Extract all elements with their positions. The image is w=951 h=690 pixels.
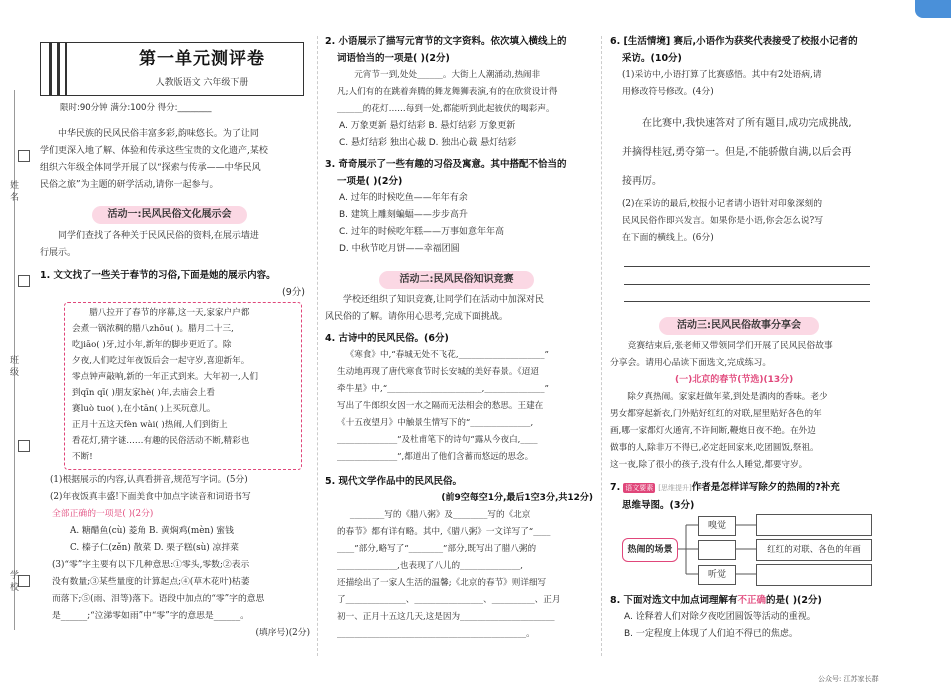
q1-option[interactable]: C. 榛子仁(zěn) 散菜 D. 栗子糕(sù) 凉拌菜 bbox=[70, 543, 239, 553]
exam-meta: 限时:90分钟 满分:100分 得分:________ bbox=[60, 103, 212, 113]
q6-quote-line: 在比赛中,我快速答对了所有题目,成功完成挑战, bbox=[642, 118, 852, 129]
passage-line: 画,哪一家都灯火通宵,不许间断,鞭炮日夜不绝。在外边 bbox=[610, 426, 816, 436]
q4-line: 《十五夜望月》中触景生情写下的“______________, bbox=[337, 418, 534, 428]
q3-head2: 一项是( )(2分) bbox=[337, 176, 403, 187]
q2-head: 2. 小语展示了描写元宵节的文字资料。依次填入横线上的 bbox=[325, 36, 567, 47]
q1-line: 没有数量;③某些量度的计算起点;④(草木花叶)枯萎 bbox=[52, 577, 250, 587]
mind-map-hearing: 听觉 bbox=[698, 565, 736, 585]
box-line: 夕夜,人们吃过年夜饭后会一起守岁,喜迎新年。 bbox=[72, 356, 250, 366]
answer-line[interactable] bbox=[624, 266, 870, 267]
q6-line: 在下面的横线上。(6分) bbox=[622, 233, 714, 243]
q6-line: 民风民俗作即兴发言。如果你是小语,你会怎么说?写 bbox=[622, 216, 824, 226]
page-subtitle: 人教版语文 六年级下册 bbox=[155, 78, 249, 88]
q3-option[interactable]: C. 过年的时候吃年糕——万事如意年年高 bbox=[339, 227, 505, 237]
class-label: 班 级 bbox=[8, 355, 18, 376]
school-label: 学 校 bbox=[8, 570, 18, 591]
q3-option[interactable]: D. 中秋节吃月饼——幸福团圆 bbox=[339, 244, 460, 254]
mind-map-couplets: 红红的对联、各色的年画 bbox=[756, 539, 872, 561]
q2-text: ______的花灯……每到一处,都能听到此起彼伏的喝彩声。 bbox=[337, 104, 555, 114]
mind-map-answer[interactable] bbox=[756, 514, 872, 536]
binding-mark bbox=[18, 275, 30, 287]
passage-line: 除夕真热闹。家家赶做年菜,到处是酒肉的香味。老少 bbox=[627, 392, 828, 402]
box-line: 看花灯,猜字谜……有趣的民俗活动不断,精彩也 bbox=[72, 436, 250, 446]
mind-map-answer[interactable] bbox=[756, 564, 872, 586]
question-1 bbox=[40, 267, 305, 301]
q7-num: 7. bbox=[610, 482, 621, 493]
q6-head: 6. [生活情境] 赛后,小语作为获奖代表接受了校报小记者的 bbox=[610, 36, 858, 47]
lead-line: 行展示。 bbox=[40, 248, 77, 258]
reading-title: (一)北京的春节(节选)(13分) bbox=[675, 375, 794, 385]
title-box bbox=[40, 42, 304, 96]
activity1-lead bbox=[40, 228, 305, 262]
q4-line: ______________”及杜甫笔下的诗句“露从今夜白,____ bbox=[337, 435, 538, 445]
activity3-lead bbox=[610, 338, 875, 372]
box-line: 不断! bbox=[72, 452, 93, 462]
mind-map-blank[interactable] bbox=[698, 540, 736, 560]
q1-line: (填序号)(2分) bbox=[255, 628, 310, 638]
q7-head: 作者是怎样详写除夕的热闹的?补充 bbox=[691, 482, 840, 493]
intro-text bbox=[40, 126, 305, 194]
q1-option[interactable]: A. 糖醋鱼(cù) 菱角 B. 黄焖鸡(mèn) 蜜钱 bbox=[70, 526, 234, 536]
mind-map-smell: 嗅觉 bbox=[698, 516, 736, 536]
box-line: 腊八拉开了春节的序幕,这一天,家家户户都 bbox=[89, 308, 250, 318]
q8-highlight: 不正确 bbox=[737, 595, 767, 606]
q5-head: 5. 现代文学作品中的民风民俗。 bbox=[325, 476, 463, 487]
q1-line: 全部正确的一项是( )(2分) bbox=[52, 509, 154, 519]
q1-subquestions bbox=[52, 472, 310, 642]
title-bar-decor bbox=[65, 43, 67, 95]
activity1-banner: 活动一:民风民俗文化展示会 bbox=[92, 206, 247, 224]
q5-line: 了______________、________________、__________、正月 bbox=[337, 595, 561, 605]
margin-strip bbox=[0, 0, 30, 690]
q8-option[interactable]: B. 一定程度上体现了人们迫不得已的焦虑。 bbox=[624, 629, 798, 639]
footer-credit: 公众号: 江苏家长群 bbox=[818, 675, 879, 683]
q1-head: 1. 文文找了一些关于春节的习俗,下面是她的展示内容。 bbox=[40, 270, 276, 281]
q2-text: 元宵节一到,处处______。大街上人潮涌动,热闹非 bbox=[354, 70, 541, 80]
question-6 bbox=[610, 33, 875, 247]
box-line: 吃jiāo( )牙,过小年,新年的脚步更近了。除 bbox=[72, 340, 232, 350]
box-line: 到qīn qī( )朋友家hè( )年,去庙会上看 bbox=[72, 388, 215, 398]
q1-line: 是______;“泣涕零如雨”中“零”字的意思是______。 bbox=[52, 611, 249, 621]
box-line: 会煮一锅浓稠的腊八zhōu( )。腊月二十三, bbox=[72, 324, 234, 334]
name-label: 姓 名 bbox=[8, 180, 18, 201]
question-5 bbox=[325, 473, 593, 643]
activity3-banner: 活动三:民风民俗故事分享会 bbox=[659, 317, 819, 335]
q6-quote-line: 接再厉。 bbox=[622, 176, 662, 187]
q4-head: 4. 古诗中的民风民俗。(6分) bbox=[325, 333, 449, 344]
q2-option[interactable]: A. 万象更新 悬灯结彩 B. 悬灯结彩 万象更新 bbox=[339, 121, 516, 131]
corner-tab bbox=[915, 0, 951, 18]
q6-line: (2)在采访的最后,校报小记者请小语针对印象深刻的 bbox=[622, 199, 822, 209]
box-line: 正月十五这天fèn wài( )热闹,人们到街上 bbox=[72, 420, 228, 430]
q5-line: ________写的《腊八粥》及________写的《北京 bbox=[349, 510, 531, 520]
q8-option[interactable]: A. 诠释着人们对除夕夜吃团圆饭等活动的重视。 bbox=[624, 612, 816, 622]
question-7 bbox=[610, 479, 875, 514]
question-2 bbox=[325, 33, 595, 152]
q4-line: 生动地再现了唐代寒食节时长安城的美好春景。《迢迢 bbox=[337, 367, 539, 377]
q6-quote-line: 并摘得桂冠,勇夺第一。但是,不能骄傲自满,以后会再 bbox=[622, 147, 852, 158]
q8-head: 8. 下面对选文中加点词理解有 bbox=[610, 595, 738, 606]
q1-line: (2)年夜饭真丰盛!下面美食中加点字读音和词语书写 bbox=[50, 492, 251, 502]
q4-line: 《寒食》中,“春城无处不飞花,____________________” bbox=[345, 350, 549, 360]
reading-passage bbox=[610, 389, 875, 474]
q1-line: (1)根据展示的内容,认真看拼音,规范写字词。(5分) bbox=[50, 475, 248, 485]
column-divider bbox=[317, 36, 319, 656]
q2-text: 凡;人们有的在跳着奔腾的舞龙舞狮表演,有的在欣赏设计得 bbox=[337, 87, 558, 97]
lead-line: 风民俗的了解。请你用心思考,完成下面挑战。 bbox=[325, 312, 508, 322]
q5-line: ____”部分,略写了“________”部分,既写出了腊八粥的 bbox=[337, 544, 537, 554]
passage-line: 这一夜,除了很小的孩子,没有什么人睡觉,都要守岁。 bbox=[610, 460, 808, 470]
q7-tag2: [思维提升] bbox=[658, 484, 692, 492]
q2-option[interactable]: C. 悬灯结彩 独出心裁 D. 独出心裁 悬灯结彩 bbox=[339, 138, 517, 148]
q6-line: (1)采访中,小语打算了比赛感悟。其中有2处语病,请 bbox=[622, 70, 822, 80]
q3-option[interactable]: A. 过年的时候吃鱼——年年有余 bbox=[339, 193, 468, 203]
q6-line: 用修改符号修改。(4分) bbox=[622, 87, 714, 97]
question-4 bbox=[325, 330, 593, 466]
box-line: 赛luò tuo( ),在小tān( )上买玩意儿。 bbox=[72, 404, 216, 414]
activity2-lead bbox=[325, 292, 595, 326]
activity2-banner: 活动二:民风民俗知识竞赛 bbox=[379, 271, 534, 289]
box-line: 零点钟声敲响,新的一年正式到来。大年初一,人们 bbox=[72, 372, 258, 382]
binding-mark bbox=[18, 440, 30, 452]
lead-line: 竞赛结束后,张老师又带领同学们开展了民风民俗故事 bbox=[627, 341, 833, 351]
q3-option[interactable]: B. 建筑上雕刻蝙蝠——步步高升 bbox=[339, 210, 468, 220]
q5-line: ____________________________________________。 bbox=[337, 629, 535, 639]
q7-tag: 语文要素 bbox=[625, 484, 654, 492]
intro-line: 组织六年级全体同学开展了以“探索与传承——中华民风 bbox=[40, 163, 261, 173]
q1-line: 而落下;⑤(雨、泪等)落下。语段中加点的“零”字的意思 bbox=[52, 594, 265, 604]
q5-line: 初一、正月十五这几天,这是因为______________________ bbox=[337, 612, 555, 622]
intro-line: 民俗之旅”为主题的研学活动,请你一起参与。 bbox=[40, 180, 219, 190]
q1-box-text bbox=[72, 305, 298, 465]
answer-line[interactable] bbox=[624, 301, 870, 302]
q6-head2: 采访。(10分) bbox=[622, 53, 682, 64]
lead-line: 同学们查找了各种关于民风民俗的资料,在展示墙进 bbox=[58, 231, 259, 241]
intro-line: 学们更深入地了解、体验和传承这些宝贵的文化遗产,某校 bbox=[40, 146, 268, 156]
binding-mark bbox=[18, 150, 30, 162]
q5-line: 还描绘出了一家人生活的温馨;《北京的春节》则详细写 bbox=[337, 578, 547, 588]
q4-line: 写出了牛郎织女因一水之隔而无法相会的愁思。王建在 bbox=[337, 401, 544, 411]
q5-line: ______________,也表现了八儿的______________, bbox=[337, 561, 523, 571]
passage-line: 男女都穿起新衣,门外贴好红红的对联,屋里贴好各色的年 bbox=[610, 409, 822, 419]
mind-map-center: 热闹的场景 bbox=[622, 538, 678, 562]
lead-line: 分享会。请用心品读下面选文,完成练习。 bbox=[610, 358, 772, 368]
lead-line: 学校还组织了知识竞赛,让同学们在活动中加深对民 bbox=[343, 295, 544, 305]
intro-line: 中华民族的民风民俗丰富多彩,韵味悠长。为了让同 bbox=[58, 129, 259, 139]
q2-head2: 词语恰当的一项是( )(2分) bbox=[337, 53, 450, 64]
q1-score: (9分) bbox=[282, 287, 305, 298]
q5-line: 的春节》都有详有略。其中,《腊八粥》一文详写了“____ bbox=[337, 527, 551, 537]
q4-line: ______________”,都道出了他们含蓄而悠远的思念。 bbox=[337, 452, 534, 462]
column-divider bbox=[601, 36, 603, 656]
passage-line: 做事的人,除非万不得已,必定赶回家来,吃团圆饭,祭祖。 bbox=[610, 443, 819, 453]
q3-head: 3. 奇奇展示了一些有趣的习俗及寓意。其中搭配不恰当的 bbox=[325, 159, 567, 170]
answer-line[interactable] bbox=[624, 284, 870, 285]
q1-line: (3)“零”字主要有以下几种意思:①零头,零数;②表示 bbox=[52, 560, 250, 570]
title-bar-decor bbox=[49, 43, 52, 95]
page-title: 第一单元测评卷 bbox=[139, 49, 265, 69]
question-3 bbox=[325, 156, 595, 258]
question-8 bbox=[610, 592, 875, 643]
q8-head-end: 的是( )(2分) bbox=[766, 595, 822, 606]
q5-score: (前9空每空1分,最后1空3分,共12分) bbox=[441, 493, 593, 503]
q7-head2: 思维导图。(3分) bbox=[622, 500, 695, 511]
title-bar-decor bbox=[57, 43, 60, 95]
q4-line: 牵牛星》中,“______________________,______________” bbox=[337, 384, 549, 394]
